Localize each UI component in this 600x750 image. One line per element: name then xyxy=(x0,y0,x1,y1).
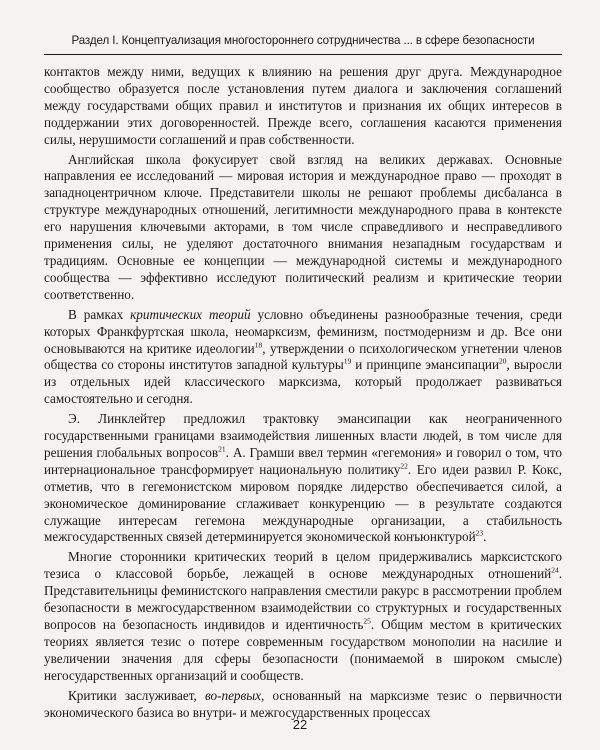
text-run: контактов между ними, ведущих к влиянию на решения друг друга. Международное сообщество образуется после установления путем диалога и заключения соглашений между государствами общих правил и институтов и признания их общих интересов в поддержании этих договоренностей. Прежде всего, соглашения касаются применения силы, нерушимости соглашений и прав собственности. xyxy=(44,64,562,147)
footnote-ref: 21 xyxy=(218,444,226,454)
text-run: условно объединены разнообразные течения, среди которых Франкфуртская школа, неомарксизм, феминизм, постмодернизм и др. Все они основываются на критике идеологии xyxy=(44,306,562,356)
emphasis-text: критических теорий xyxy=(130,306,251,322)
text-run: . Представительницы феминистского направления сместили ракурс в рассмотрении проблем безопасности в межгосударственном взаимодействии со структурных и государственных вопросов на безопасность индивидов и идентичность xyxy=(44,566,562,632)
paragraph xyxy=(44,152,562,304)
text-run: и принципе эмансипации xyxy=(351,357,500,373)
paragraph xyxy=(44,307,562,408)
text-run: . Его идеи развил Р. Кокс, отметив, что в гегемонистском мировом порядке лидерство обеспечивается силой, а экономическое доминирование сглаживает конкуренцию — в результате создаются служащие интересам гегемона международные организации, а стабильность межгосударственных связей детерминируется экономической конъюнктурой xyxy=(44,461,563,545)
footnote-ref: 18 xyxy=(254,340,263,350)
text-run: . А. Грамши ввел термин «гегемония» и говорил о том, что интернациональное трансформирует национальную политику xyxy=(44,444,563,477)
paragraph xyxy=(44,411,562,546)
paragraph xyxy=(44,64,562,149)
text-run: В рамках xyxy=(68,306,131,322)
body-text xyxy=(44,64,562,721)
footnote-ref: 25 xyxy=(363,616,371,626)
text-run: Многие сторонники критических теорий в целом придерживались марксистского тезиса о классовой борьбе, лежащей в основе международных отношений xyxy=(44,549,562,582)
text-run: . Общим местом в критических теориях является тезис о потере современным государством монополии на насилие и увеличении значения для сферы безопасности (понимаемой в широком смысле) негосударственных организаций и сообществ. xyxy=(44,617,562,683)
text-run: Критики заслуживает, xyxy=(68,687,205,703)
text-run: , основанный на марксизме тезис о первичности экономического базиса во внутри- и межгосударственных процессах xyxy=(44,687,562,720)
emphasis-text: во-первых xyxy=(204,687,262,703)
text-run: , выросли из отдельных идей классического марксизма, который продолжает развиваться самостоятельно и сегодня. xyxy=(44,357,562,407)
paragraph xyxy=(44,549,562,684)
footnote-ref: 23 xyxy=(475,529,484,539)
footnote-ref: 20 xyxy=(499,357,507,367)
text-run: Э. Линклейтер предложил трактовку эмансипации как неограниченного государственными границами взаимодействия лишенных власти людей, в том числе для решения глобальных вопросов xyxy=(44,411,562,460)
running-header: Раздел I. Концептуализация многостороннего сотрудничества ... в сфере безопасности xyxy=(44,34,562,55)
footnote-ref: 24 xyxy=(551,565,559,575)
text-run: , утверждении о психологическом угнетении членов общества со стороны институтов западной культуры xyxy=(44,340,562,373)
text-run: Английская школа фокусирует свой взгляд на великих державах. Основные направления ее исследований — мировая история и международное право — проходят в западноцентричном ключе. Представители школы не решают проблемы дисбаланса в структуре международных отношений, легитимности международного права в контексте его нарушения ключевыми акторами, в том числе справедливого и несправедливого применения силы, не уделяют достаточного внимания незападным государствам и традициям. Основные ее концепции — международной системы и международного сообщества — эффективно исследуют политический реализм и критические теории соответственно. xyxy=(44,151,562,302)
footnote-ref: 22 xyxy=(400,461,408,471)
page-number: 22 xyxy=(292,717,308,732)
footnote-ref: 19 xyxy=(343,357,352,367)
text-run: . xyxy=(483,529,487,545)
